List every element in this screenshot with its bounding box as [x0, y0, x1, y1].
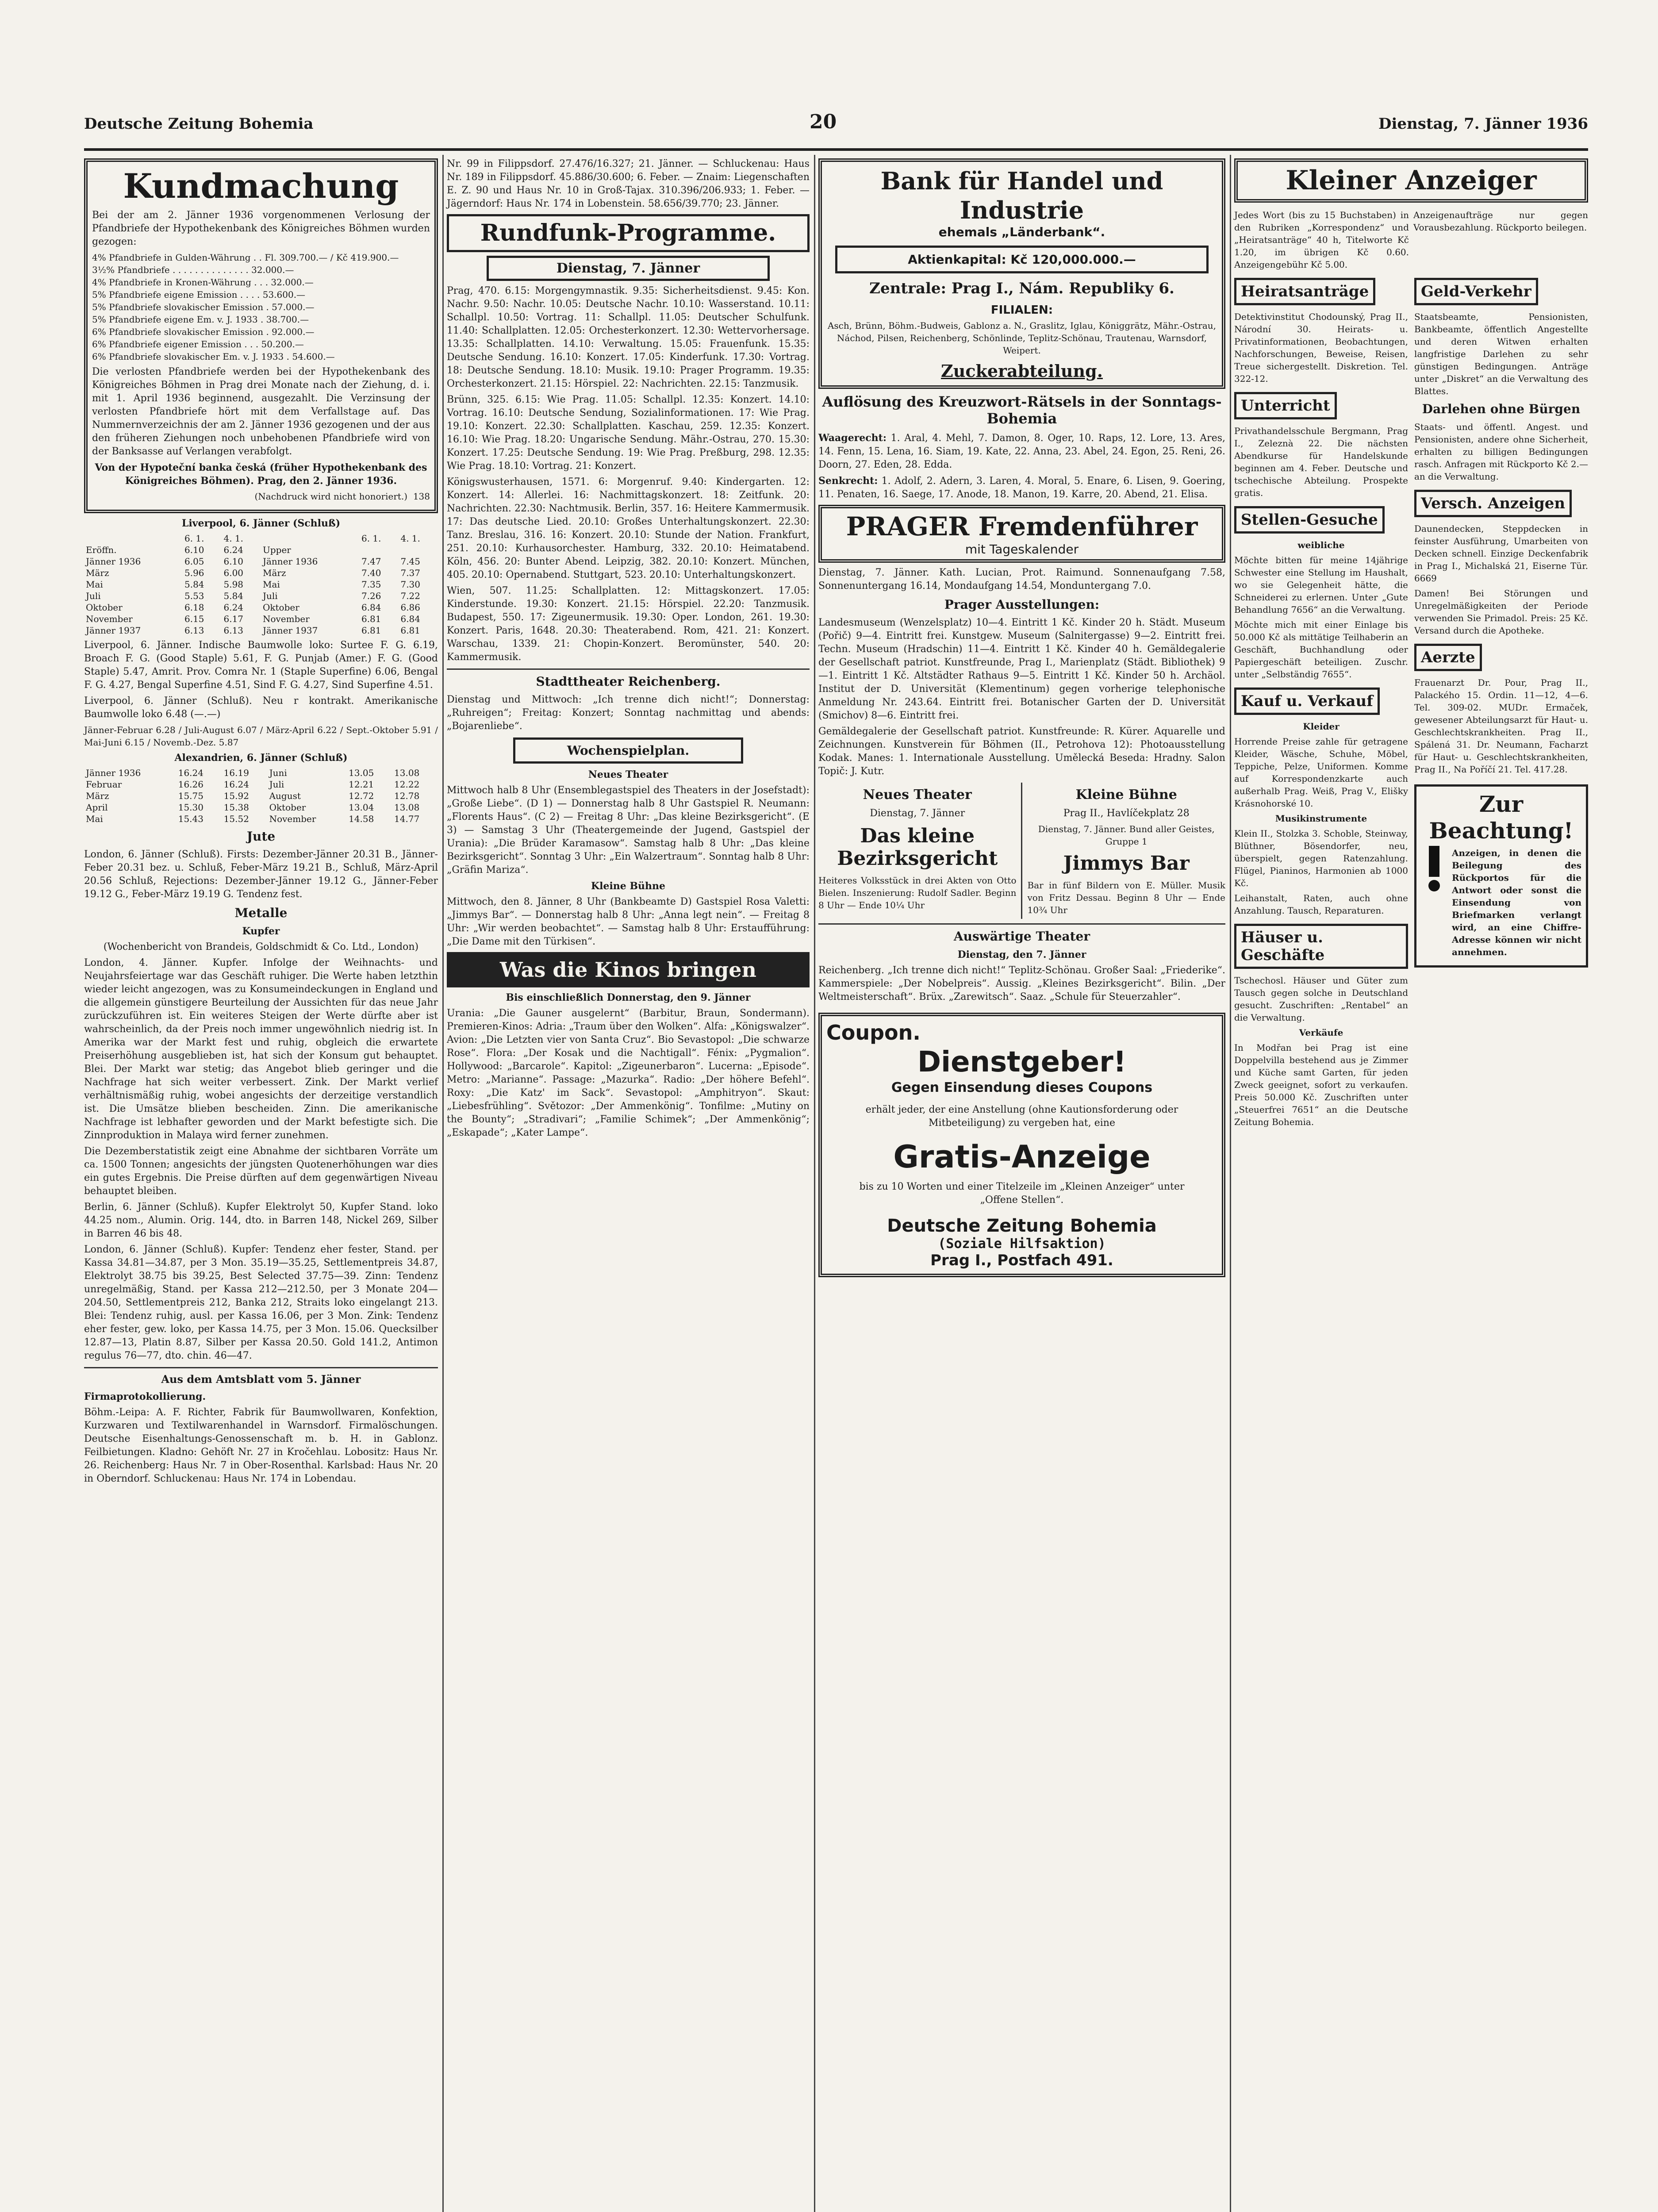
classifieds-right — [1414, 273, 1591, 1131]
exhibitions-heading: Prager Ausstellungen: — [944, 597, 1100, 612]
small-stage-info: Bar in fünf Bildern von E. Müller. Musik von Fritz Dessau. Beginn 8 Uhr — Ende 10¾ Uhr — [1027, 880, 1228, 915]
notice-text: Anzeigen, in denen die Beilegung des Rückportos für die Antwort oder sonst die Einsendung von Briefmarken verlangt wird, an eine Chiffre-Adresse können wir nicht annehmen. — [1452, 848, 1585, 957]
table-cell: Juli — [269, 779, 284, 790]
table-cell: 6.10 — [184, 545, 204, 555]
column-1 — [84, 155, 441, 2212]
classified-ad: Leihanstalt, Raten, auch ohne Anzahlung. Tausch, Reparaturen. — [1234, 893, 1411, 916]
radio-date: Dienstag, 7. Jänner — [487, 256, 770, 281]
puzzle-title: Auflösung des Kreuzwort-Rätsels in der Sonntags-Bohemia — [822, 393, 1222, 427]
table-cell: 6.81 — [361, 614, 381, 624]
table-row — [84, 590, 438, 602]
radio-listing: Prag, 470. 6.15: Morgengymnastik. 9.35: Sicherheitsdienst. 9.45: Kon. Nachr. 9.50: Nachr. 10.05: Deutsche Nachr. 10.10: Wasserstand. 10.11: Schallpl. 10.50: Vortrag. 11: Schallpl. 11.05: Deutscher Schulfunk. 11.40: Schallplatten. 12.05: Orchesterkonzert. 12.30: Wettervorhersage. 13.35: Schallplatten. 14.10: Verwaltung. 15.05: Frauenfunk. 15.35: Deutsche Sendung. 16.10: Konzert. 17.05: Kinderfunk. 17.30: Vortrag. 18: Deutsche Sendung. 18.10: Musik. 19.10: Prager Programm. 19.35: Orchesterkonzert. 21.15: Hörspiel. 22: Nachrichten. 22.15: Tanzmusik. — [447, 285, 813, 389]
coupon-label: Coupon. — [826, 1021, 921, 1045]
page-number: 20 — [810, 111, 837, 133]
cotton-report: Liverpool, 6. Jänner (Schluß). Neu r kontrakt. Amerikanische Baumwolle loko 6.48 (—.—) — [84, 695, 441, 720]
radio-program-box — [447, 214, 810, 252]
weekly-plan-body: Mittwoch halb 8 Uhr (Ensemblegastspiel des Theaters in der Josefstadt): „Große Liebe“. (D 1) — Donnerstag halb 8 Uhr Gastspiel R. Neumann: „Florents Haus“. (C 2) — Freitag 8 Uhr: „Das kleine Bezirksgericht“. (E 3) — Samstag 3 Uhr (Theatergemeinde der Jugend, Gastspiel der Urania): „Die Brüder Karamasow“. Samstag halb 8 Uhr: „Das kleine Bezirksgericht“. Sonntag 3 Uhr: „Ein Walzertraum“. Sonntag halb 8 Uhr: „Gräfin Mariza“. — [447, 785, 813, 876]
new-theatre-listing — [818, 783, 1022, 919]
table-cell: Eröffn. — [86, 545, 117, 555]
classifieds-left — [1234, 273, 1411, 1131]
category-subheading: Kleider — [1303, 721, 1339, 732]
table-cell: 6. 1. — [361, 533, 381, 544]
table-cell: 6.81 — [361, 625, 381, 636]
table-cell: 12.72 — [349, 791, 374, 801]
table-cell: 7.37 — [400, 568, 420, 578]
bond-line: 4% Pfandbriefe in Kronen-Währung . . . 32.000.— — [92, 277, 314, 288]
classified-ad: Detektivinstitut Chodounský, Prag II., Národní 30. Heirats- u. Privatinformationen, Beobachtungen, Nachforschungen, Beweise, Reisen, Treue sichergestellt. Diskretion. Tel. 322-12. — [1234, 311, 1411, 384]
table-cell: 6.84 — [361, 602, 381, 613]
table-cell: 13.05 — [349, 768, 374, 778]
table-cell: Jänner 1936 — [262, 556, 318, 567]
table-cell: November — [262, 614, 310, 624]
radio-listing: Königswusterhausen, 1571. 6: Morgenruf. 9.40: Kindergarten. 12: Konzert. 14: Allerlei. 16: Nachmittagskonzert. 18: Zeitfunk. 20: Nachrichten. 22.30: Nachtmusik. Berlin, 357. 16: Heitere Kammermusik. 17: Das deutsche Lied. 20.10: Großes Unterhaltungskonzert. 22.30: Tanz. Breslau, 316. 16: Konzert. 20.10: Stunde der Nation. Frankfurt, 251. 20.10: Kurhausorchester. Hamburg, 332. 20.10: Heimatabend. Köln, 456. 20: Bunter Abend. Leipzig, 382. 20.10: Konzert. München, 405. 20.10: Opernabend. Stuttgart, 523. 20.10: Unterhaltungskonzert. — [447, 476, 813, 580]
column-divider — [814, 155, 815, 2212]
new-theatre-show: Das kleine Bezirksgericht — [837, 825, 998, 870]
bank-advertisement — [818, 158, 1225, 389]
small-stage-day: Dienstag, 7. Jänner. Bund aller Geistes, Gruppe 1 — [1038, 824, 1218, 847]
bank-branches-heading: FILIALEN: — [990, 303, 1053, 317]
table-cell: 16.24 — [223, 779, 249, 790]
category-buy-sell: Kauf u. Verkauf — [1234, 687, 1380, 715]
bank-former-name: ehemals „Länderbank“. — [938, 225, 1105, 239]
prague-guide-box — [818, 505, 1225, 563]
coupon-text: erhält jeder, der eine Anstellung (ohne Kautionsforderung oder Mitbeteiligung) zu vergeben hat, eine — [865, 1104, 1182, 1129]
paper-name: Deutsche Zeitung Bohemia — [84, 115, 314, 133]
table-row — [84, 602, 438, 613]
table-row — [84, 767, 438, 779]
table-cell: Upper — [262, 545, 291, 555]
column-divider — [442, 155, 444, 2212]
table-cell: Juli — [86, 591, 101, 601]
column-divider — [1230, 155, 1231, 2212]
table-row — [84, 544, 438, 556]
berlin-report: Berlin, 6. Jänner (Schluß). Kupfer Elektrolyt 50, Kupfer Stand. loko 44.25 nom., Alumin. Orig. 144, dto. in Barren 148, Nickel 269, Silber in Barren 46 bis 48. — [84, 1202, 441, 1239]
table-cell: 15.38 — [223, 802, 249, 813]
table-cell: 5.96 — [184, 568, 204, 578]
table-cell: 5.84 — [184, 579, 204, 590]
outside-theatre-day: Dienstag, den 7. Jänner — [957, 949, 1086, 960]
classified-ad: Horrende Preise zahle für getragene Kleider, Wäsche, Schuhe, Möbel, Teppiche, Pelze, Uniformen. Komme auf Korrespondenzkarte auch außerhalb Prag. Weiß, Prag V., Elišky Krásnohorské 10. — [1234, 736, 1411, 809]
metals-heading: Metalle — [234, 906, 288, 920]
reichenberg-program: Dienstag und Mittwoch: „Ich trenne dich nicht!“; Donnerstag: „Ruhreigen“; Freitag: Konzert; Sonntag nachmittag und abends: „Bojarenliebe“. — [447, 694, 813, 732]
table-cell — [360, 544, 399, 556]
notice-title: Zur Beachtung! — [1429, 791, 1574, 844]
bank-sugar-dept: Zuckerabteilung. — [941, 361, 1103, 381]
category-education: Unterricht — [1234, 392, 1337, 419]
kundmachung-title: Kundmachung — [123, 166, 399, 206]
table-cell: Jänner 1936 — [86, 556, 141, 567]
table-cell: 16.26 — [178, 779, 203, 790]
coupon-headline: Dienstgeber! — [917, 1046, 1126, 1079]
table-cell: 15.92 — [223, 791, 249, 801]
table-cell: 15.75 — [178, 791, 203, 801]
table-cell: 6.15 — [184, 614, 204, 624]
table-row — [84, 613, 438, 625]
kundmachung-signature: Von der Hypoteční banka česká (früher Hypothekenbank des Königreiches Böhmen). Prag, den 2. Jänner 1936. — [95, 462, 431, 487]
table-cell: 6.86 — [400, 602, 420, 613]
table-cell — [84, 533, 183, 544]
puzzle-across-label: Waagerecht: — [818, 432, 887, 444]
table-cell: 4. 1. — [223, 533, 244, 544]
bank-headquarters: Zentrale: Prag I., Nám. Republiky 6. — [869, 280, 1174, 297]
bond-line: 5% Pfandbriefe slovakischer Emission . 57.000.— — [92, 302, 315, 312]
table-cell: August — [269, 791, 301, 801]
classified-ad: Möchte mich mit einer Einlage bis 50.000 Kč als mittätige Teilhaberin an Geschäft, Buchhandlung oder Papiergeschäft beteiligen. Zuschr. unter „Selbständig 7655“. — [1234, 619, 1411, 680]
table-cell: 16.24 — [178, 768, 203, 778]
outside-theatre-list: Reichenberg. „Ich trenne dich nicht!“ Teplitz-Schönau. Großer Saal: „Friederike“. Kammerspiele: „Der Nobelpreis“. Aussig. „Kleines Bezirksgericht“. Bilin. „Der Weltmeisterschaft“. Brüx. „Zarewitsch“. Saaz. „Schule für Steuerzahler“. — [818, 965, 1228, 1002]
classified-ad: Damen! Bei Störungen und Unregelmäßigkeiten der Periode verwenden Sie Primadol. Preis: 25 Kč. Versand durch die Apotheke. — [1414, 588, 1591, 636]
official-continued: Nr. 99 in Filippsdorf. 27.476/16.327; 21. Jänner. — Schluckenau: Haus Nr. 189 in Filippsdorf. 45.886/30.600; 6. Feber. — Znaim: Liegenschaften E. Z. 90 und Haus Nr. 10 in Groß-Tajax. 310.396/206.933; 1. Feber. — Jägerndorf: Haus Nr. 174 in Lobenstein. 58.656/39.770; 23. Jänner. — [447, 158, 813, 209]
radio-listing: Brünn, 325. 6.15: Wie Prag. 11.05: Schallpl. 12.35: Konzert. 14.10: Vortrag. 16.10: Deutsche Sendung, Sozialinformationen. 17: Wie Prag. 19.10: Konzert. 22.30: Schallplatten. Kaschau, 259. 12.35: Konzert. 16.10: Wie Prag. 18.20: Ungarische Sendung. Mähr.-Ostrau, 270. 15.30: Konzert. 17.25: Deutsche Sendung. 19: Wie Prag. Preßburg, 298. 12.35: Wie Prag. 18.10: Vortrag. 21: Konzert. — [447, 394, 813, 472]
table-cell: 6.18 — [184, 602, 204, 613]
weekly-plan-box — [513, 737, 743, 764]
liverpool-heading: Liverpool, 6. Jänner (Schluß) — [181, 518, 341, 529]
small-stage-address: Prag II., Havlíčekplatz 28 — [1063, 808, 1190, 819]
london-report: London, 6. Jänner (Schluß). Kupfer: Tendenz eher fester, Stand. per Kassa 34.81—34.87, per 3 Mon. 35.19—35.25, Settlementpreis 34.87, Elektrolyt 38.75 bis 39.25, Best Selected 37.75—39. Zinn: Tendenz unregelmäßig, Stand. per Kassa 212—212.50, per 3 Monate 204—204.50, Settlementpreis 212, Banka 212, Straits loko eingelangt 213. Blei: Tendenz ruhig, ausl. per Kassa 16.06, per 3 Mon. Zink: Tendenz eher fester, gew. loko, per Kassa 14.75, per 3 Mon. 15.06. Quecksilber 12.87—13, Platin 8.87, Silber per Kassa 20.50. Gold 141.2, Antimon regulus 76—77, dto. chin. 46—47. — [84, 1244, 441, 1361]
table-cell: Oktober — [86, 602, 123, 613]
table-cell: 6.84 — [400, 614, 420, 624]
table-cell: Oktober — [262, 602, 299, 613]
header-rule — [84, 148, 1588, 151]
table-cell: Jänner 1937 — [86, 625, 141, 636]
table-row — [84, 533, 438, 544]
bond-line: 6% Pfandbriefe eigener Emission . . . 50.200.— — [92, 339, 304, 349]
metals-report: London, 4. Jänner. Kupfer. Infolge der Weihnachts- und Neujahrsfeiertage war das Geschäft ruhiger. Die Werte haben letzthin wieder leicht angezogen, was zu Konsumeindeckungen in England und die allgemein günstigere Beurteilung der Aussichten für das neue Jahr zurückzuführen ist. Ein weiteres Steigen der Werte dürfte aber ist wahrscheinlich, da der Preis noch immer ungewöhnlich niedrig ist. In Amerika war der Markt fest und ruhig, obgleich die erwartete Preiserhöhung ausgeblieben ist, hat sich der Konsum gut behauptet. Blei. Der Markt war stetig; das Angebot blieb geringer und die Nachfrage hat sich weiter verbessert. Zink. Der Markt verlief verhältnismäßig ruhig, wobei angesichts der derzeitige verstandlich ist. Die Umsätze blieben bescheiden. Zinn. Die amerikanische Nachfrage ist lebhafter geworden und der Markt befestigte sich. Die Zinnproduktion in Malaya wird ferner zunehmen. — [84, 957, 441, 1141]
table-cell: 7.47 — [361, 556, 381, 567]
classified-ad: Staats- und öffentl. Angest. und Pensionisten, andere ohne Sicherheit, erhalten zu billigen Bedingungen rasch. Anfragen mit Rückporto Kč 2.— an die Verwaltung. — [1414, 422, 1591, 482]
loans-heading: Darlehen ohne Bürgen — [1422, 402, 1581, 416]
bond-line: 6% Pfandbriefe slovakischer Em. v. J. 1933 . 54.600.— — [92, 351, 335, 362]
outside-theatre-heading: Auswärtige Theater — [953, 929, 1090, 944]
table-cell: Jänner 1937 — [262, 625, 318, 636]
cotton-report: Liverpool, 6. Jänner. Indische Baumwolle loko: Surtee F. G. 6.19, Broach F. G. (Good Staple) 5.61, F. G. Punjab (Amer.) F. G. (Good Staple) 5.47, Amrit. Prov. Comra Nr. 1 (Staple Superfine) 6.06, Bengal F. G. 4.27, Bengal Superfine 4.51, Sind F. G. 4.27, Sind Superfine 4.51. — [84, 640, 441, 691]
official-heading: Aus dem Amtsblatt vom 5. Jänner — [161, 1373, 361, 1386]
classified-ad: Tschechosl. Häuser und Güter zum Tausch gegen solche in Deutschland gesucht. Zuschriften: „Rentabel“ an die Verwaltung. — [1234, 975, 1411, 1023]
notice-box — [1414, 784, 1588, 968]
table-cell: 6. 1. — [184, 533, 204, 544]
metals-source: (Wochenbericht von Brandeis, Goldschmidt & Co. Ltd., London) — [103, 941, 419, 952]
table-cell: April — [86, 802, 108, 813]
table-cell: 7.22 — [400, 591, 420, 601]
table-cell — [261, 533, 360, 544]
table-cell: 4. 1. — [400, 533, 420, 544]
radio-listing: Wien, 507. 11.25: Schallplatten. 12: Mittagskonzert. 17.05: Kinderstunde. 19.30: Konzert. 21.15: Hörspiel. 22.20: Tanzmusik. Budapest, 550. 17: Zigeunermusik. 19.30: Oper. London, 261. 19.30: Konzert. Paris, 1648. 20.30: Theaterabend. Rom, 421. 21: Konzert. Warschau, 1339. 21: Chopin-Konzert. Beromünster, 540. 20: Kammermusik. — [447, 585, 813, 663]
new-theatre-info: Heiteres Volksstück in drei Akten von Otto Bielen. Inszenierung: Rudolf Sadler. Beginn 8 Uhr — Ende 10¼ Uhr — [818, 875, 1019, 910]
bank-capital: Aktienkapital: Kč 120,000.000.— — [835, 246, 1209, 273]
category-misc: Versch. Anzeigen — [1414, 490, 1572, 517]
table-cell: Mai — [86, 579, 103, 590]
table-cell: 12.78 — [394, 791, 420, 801]
table-cell: 6.17 — [223, 614, 244, 624]
table-cell: März — [86, 791, 109, 801]
jute-heading: Jute — [246, 829, 276, 844]
cinema-subheading: Bis einschließlich Donnerstag, den 9. Jänner — [506, 992, 751, 1003]
table-cell: 5.98 — [223, 579, 244, 590]
table-row — [84, 556, 438, 567]
table-cell: 6.00 — [223, 568, 244, 578]
table-cell: März — [262, 568, 286, 578]
reichenberg-heading: Stadttheater Reichenberg. — [536, 674, 721, 689]
classified-ad: Daunendecken, Steppdecken in feinster Ausführung, Umarbeiten von Decken schnell. Einzige Deckenfabrik in Prag I., Michalská 21, Eiserne Tür. 6669 — [1414, 523, 1591, 584]
table-cell — [399, 544, 438, 556]
cinema-title-box — [447, 952, 810, 987]
bond-line: 4% Pfandbriefe in Gulden-Währung . . Fl. 309.700.— / Kč 419.900.— — [92, 252, 399, 263]
classifieds-title-box — [1234, 158, 1588, 203]
small-stage-listing — [1028, 783, 1226, 919]
coupon-subline: Gegen Einsendung dieses Coupons — [891, 1080, 1153, 1095]
table-cell: Mai — [262, 579, 280, 590]
puzzle-down-answers: 1. Adolf, 2. Adern, 3. Laren, 4. Moral, 5. Enare, 6. Lisen, 9. Goering, 11. Penaten, 16. Saege, 17. Anode, 18. Manon, 19. Karre, 20. Abend, 21. Elisa. — [818, 476, 1228, 500]
table-cell: 7.45 — [400, 556, 420, 567]
column-4 — [1234, 155, 1591, 2212]
table-cell: 7.40 — [361, 568, 381, 578]
table-row — [84, 802, 438, 813]
classified-ad: In Modřan bei Prag ist eine Doppelvilla bestehend aus je Zimmer und Küche samt Garten, für jeden Zweck geeignet, sofort zu verkaufen. Preis 50.000 Kč. Zuschriften unter „Steuerfrei 7651“ an die Deutsche Zeitung Bohemia. — [1234, 1042, 1411, 1127]
bond-line: 6% Pfandbriefe slovakischer Emission . 92.000.— — [92, 326, 315, 337]
table-cell: 6.05 — [184, 556, 204, 567]
new-theatre-heading: Neues Theater — [863, 787, 972, 803]
table-cell: 5.53 — [184, 591, 204, 601]
table-cell: 14.77 — [394, 814, 420, 824]
table-cell: Mai — [86, 814, 103, 824]
table-cell: 15.43 — [178, 814, 203, 824]
table-cell: 6.13 — [223, 625, 244, 636]
table-cell: Jänner 1936 — [86, 768, 141, 778]
table-cell: 15.30 — [178, 802, 203, 813]
coupon-offer: Gratis-Anzeige — [893, 1139, 1151, 1175]
official-subheading: Firmaprotokollierung. — [84, 1391, 206, 1402]
table-cell: Februar — [86, 779, 122, 790]
classifieds-grid — [1234, 273, 1591, 1131]
official-body: Böhm.-Leipa: A. F. Richter, Fabrik für Baumwollwaren, Konfektion, Kurzwaren und Textilwarenhandel in Warnsdorf. Firmalöschungen. Deutsche Eisenhaltungs-Genossenschaft m. b. H. in Gablonz. Feilbietungen. Kladno: Gehöft Nr. 27 in Kročehlau. Lobositz: Haus Nr. 26. Reichenberg: Haus Nr. 7 in Ober-Rosenthal. Karlsbad: Haus Nr. 20 in Oberndorf. Schluckenau: Haus Nr. 174 in Lobendau. — [84, 1407, 441, 1484]
kundmachung-intro: Bei der am 2. Jänner 1936 vorgenommenen Verlosung der Pfandbriefe der Hypothekenbank des Königreiches Böhmen wurden gezogen: — [92, 210, 433, 247]
column-2 — [447, 155, 813, 2212]
kundmachung-note: (Nachdruck wird nicht honoriert.) 138 — [254, 491, 430, 502]
new-theatre-day: Dienstag, 7. Jänner — [870, 808, 965, 819]
kundmachung-notice — [84, 158, 438, 513]
classifieds-rate-text: Anzeigenaufträge nur gegen Vorausbezahlung. Rückporto beilegen. — [1413, 210, 1591, 233]
category-subheading: weibliche — [1297, 540, 1345, 550]
page-header — [84, 111, 1588, 137]
coupon-text: bis zu 10 Worten und einer Titelzeile im „Kleinen Anzeiger“ unter „Offene Stellen“. — [859, 1181, 1188, 1206]
kundmachung-body: Die verlosten Pfandbriefe werden bei der Hypothekenbank des Königreiches Böhmen in Prag drei Monate nach der Ziehung, d. i. mit 1. April 1936 beginnend, ausgezahlt. Die Verzinsung der verlosten Pfandbriefe hört mit dem Verfallstage auf. Das Nummernverzeichnis der am 2. Jänner 1936 gezogenen und der aus den früheren Ziehungen noch unbehobenen Pfandbriefe wird von der Banksasse auf Verlangen verabfolgt. — [92, 366, 433, 457]
small-stage-subheading: Kleine Bühne — [591, 880, 666, 892]
exhibitions-list: Landesmuseum (Wenzelsplatz) 10—4. Eintritt 1 Kč. Kinder 20 h. Städt. Museum (Pořič) 9—4. Eintritt frei. Kunstgew. Museum (Salnitergasse) 9—2. Eintritt frei. Techn. Museum (Hradschin) 11—4. Eintritt 1 Kč. Kinder 40 h. Gemäldegalerie der Gesellschaft patriot. Kunstfreunde, Prag I., Marienplatz (Städt. Bibliothek) 9—1. Eintritt 1 Kč. Altstädter Rathaus 9—5. Eintritt 1 Kč. Kinder 50 h. Archäol. Institut der D. Universität (Klementinum) gegen vorherige telephonische Anmeldung Nr. 243.64. Eintritt frei. Botanischer Garten der D. Universität (Smichov) 8—6. Eintritt frei. — [818, 617, 1228, 721]
category-subheading: Verkäufe — [1299, 1027, 1343, 1038]
table-row — [84, 567, 438, 579]
cotton-report: Jänner-Februar 6.28 / Juli-August 6.07 / März-April 6.22 / Sept.-Oktober 5.91 / Mai-Juni 6.15 / Novemb.-Dez. 5.87 — [84, 725, 441, 748]
bond-line: 3½% Pfandbriefe . . . . . . . . . . . . . . 32.000.— — [92, 265, 294, 275]
category-money: Geld-Verkehr — [1414, 278, 1538, 305]
classified-ad: Klein II., Stolzka 3. Schoble, Steinway, Blüthner, Bösendorfer, neu, überspielt, gegen Ratenzahlung. Flügel, Pianinos, Harmonien ab 1000 Kč. — [1234, 828, 1411, 888]
table-cell: 6.24 — [223, 602, 244, 613]
divider — [447, 668, 810, 670]
table-row — [84, 625, 438, 636]
theatre-listings — [818, 783, 1228, 919]
coupon-box[interactable] — [818, 1013, 1225, 1277]
jute-report: London, 6. Jänner (Schluß). Firsts: Dezember-Jänner 20.31 B., Jänner-Feber 20.31 bez. u. Schluß, Feber-März 19.21 B., Schluß, März-April 20.56 Schluß, Rejections: Dezember-Jänner 19.12 G., Jänner-Feber 19.12 G., Feber-März 19.19 G. Tendenz fest. — [84, 849, 441, 900]
classifieds-rate-text: Jedes Wort (bis zu 15 Buchstaben) in den Rubriken „Korrespondenz“ und „Heiratsanträge“ 40 h, Titelworte Kč 1.20, im übrigen Kč 0.60. Anzeigengebühr Kč 5.00. — [1234, 210, 1412, 270]
prague-guide-subtitle: mit Tageskalender — [965, 542, 1079, 557]
puzzle-down — [818, 474, 1228, 501]
table-cell: 12.22 — [394, 779, 420, 790]
table-cell: 16.19 — [223, 768, 249, 778]
classified-ad: Staatsbeamte, Pensionisten, Bankbeamte, öffentlich Angestellte und deren Witwen erhalten langfristige Darlehen zu sehr günstigen Bedingungen. Anträge unter „Diskret“ an die Verwaltung des Blattes. — [1414, 311, 1591, 396]
divider — [818, 923, 1225, 925]
classifieds-title: Kleiner Anzeiger — [1286, 165, 1537, 196]
theatre-subheading: Neues Theater — [588, 769, 668, 780]
coupon-paper: Deutsche Zeitung Bohemia — [887, 1216, 1157, 1236]
table-cell: 15.52 — [223, 814, 249, 824]
table-cell: 6.81 — [400, 625, 420, 636]
small-stage-show: Jimmys Bar — [1063, 852, 1190, 875]
liverpool-table — [84, 533, 438, 636]
calendar-day: Dienstag, 7. Jänner. Kath. Lucian, Prot. Raimund. Sonnenaufgang 7.58, Sonnenuntergang 16.14, Mondaufgang 14.54, Monduntergang 7.0. — [818, 567, 1228, 591]
table-cell: 7.26 — [361, 591, 381, 601]
small-stage-body: Mittwoch, den 8. Jänner, 8 Uhr (Bankbeamte D) Gastspiel Rosa Valetti: „Jimmys Bar“. — Donnerstag halb 8 Uhr: „Anna legt nein“. — Freitag 8 Uhr: „Wir werden beobachtet“. — Samstag halb 8 Uhr: Erstaufführung: „Die Dame mit den Türkisen“. — [447, 896, 813, 947]
table-cell: November — [269, 814, 316, 824]
cinema-title: Was die Kinos bringen — [500, 958, 756, 982]
bond-list — [92, 251, 430, 363]
table-cell: 14.58 — [349, 814, 374, 824]
category-jobs-wanted: Stellen-Gesuche — [1234, 506, 1385, 534]
divider — [84, 1367, 438, 1368]
category-doctors: Aerzte — [1414, 644, 1482, 671]
weekly-plan-heading: Wochenspielplan. — [567, 743, 690, 758]
category-marriage: Heiratsanträge — [1234, 278, 1375, 305]
table-cell: 6.10 — [223, 556, 244, 567]
puzzle-across — [818, 431, 1228, 472]
exhibitions-list: Gemäldegalerie der Gesellschaft patriot. Kunstfreunde: R. Kürer. Aquarelle und Zeichnungen. Kunstverein für Böhmen (II., Petrohova 12): Photoausstellung Kodak. Manes: 1. Internationale Ausstellung. Umělecká Beseda: Hradny. Salon Topič: J. Kutr. — [818, 726, 1228, 777]
table-row — [84, 790, 438, 802]
table-cell: Juni — [269, 768, 287, 778]
alexandria-heading: Alexandrien, 6. Jänner (Schluß) — [174, 752, 348, 764]
radio-title: Rundfunk-Programme. — [480, 219, 776, 246]
bond-line: 5% Pfandbriefe eigene Emission . . . . 53.600.— — [92, 289, 306, 300]
table-cell: 12.21 — [349, 779, 374, 790]
table-cell: 13.04 — [349, 802, 374, 813]
bank-branches: Asch, Brünn, Böhm.-Budweis, Gablonz a. N., Graslitz, Iglau, Königgrätz, Mähr.-Ostrau, Náchod, Pilsen, Reichenberg, Schönlinde, Teplitz-Schönau, Trautenau, Warnsdorf, Weipert. — [827, 320, 1219, 356]
table-row — [84, 813, 438, 825]
prague-guide-title: PRAGER Fremdenführer — [846, 511, 1198, 541]
table-cell: 7.30 — [400, 579, 420, 590]
puzzle-across-answers: 1. Aral, 4. Mehl, 7. Damon, 8. Oger, 10. Raps, 12. Lore, 13. Ares, 14. Fenn, 15. Lena, 16. Siam, 19. Kate, 22. Anna, 23. Abel, 24. Egon, 25. Reni, 26. Doorn, 27. Eden, 28. Edda. — [818, 433, 1228, 470]
table-cell: März — [86, 568, 109, 578]
small-stage-heading: Kleine Bühne — [1075, 787, 1177, 803]
coupon-social: (Soziale Hilfsaktion) — [938, 1236, 1106, 1252]
column-3 — [818, 155, 1228, 2212]
table-cell: 6.24 — [223, 545, 244, 555]
table-cell: 6.13 — [184, 625, 204, 636]
category-subheading: Musikinstrumente — [1275, 813, 1367, 824]
alexandria-table — [84, 767, 438, 825]
puzzle-down-label: Senkrecht: — [818, 475, 878, 487]
bank-name: Bank für Handel und Industrie — [880, 167, 1163, 224]
cinema-listing: Urania: „Die Gauner ausgelernt“ (Barbitur, Braun, Sondermann). Premieren-Kinos: Adria: „Traum über den Wolken“. Alfa: „Königswalzer“. Avion: „Die Letzten vier von Santa Cruz“. Bio Sevastopol: „Die schwarze Rose“. Flora: „Der Kosak und die Nachtigall“. Fénix: „Pygmalion“. Hollywood: „Barcarole“. Kapitol: „Zigeunerbaron“. Lucerna: „Episode“. Metro: „Marianne“. Passage: „Mazurka“. Radio: „Der höhere Befehl“. Roxy: „Die Katz' im Sack“. Sevastopol: „Amphitryon“. Skaut: „Liebesfrühling“. Světozor: „Der Ammenkönig“. Tonfilme: „Mutiny on the Bounty“; „Stradivari“; „Familie Schimek“; „Der Ammenkönig“; „Eskapade“; „Kater Lampe“. — [447, 1008, 813, 1138]
coupon-address: Prag I., Postfach 491. — [930, 1252, 1113, 1269]
table-cell: 7.35 — [361, 579, 381, 590]
category-houses: Häuser u. Geschäfte — [1234, 924, 1408, 969]
issue-date: Dienstag, 7. Jänner 1936 — [1378, 115, 1588, 133]
classifieds-rates — [1234, 206, 1591, 273]
exclamation-icon — [1421, 844, 1447, 893]
table-row — [84, 579, 438, 590]
table-cell: Juli — [262, 591, 278, 601]
table-cell: 13.08 — [394, 768, 420, 778]
classified-ad: Möchte bitten für meine 14jährige Schwester eine Stellung im Haushalt, wo sie Gelegenheit hätte, die Schneiderei zu erlernen. Unter „Gute Behandlung 7656“ an die Verwaltung. — [1234, 555, 1411, 615]
classified-ad: Privathandelsschule Bergmann, Prag I., Zeleznà 22. Die nächsten Abendkurse für Handelskunde beginnen am 4. Feber. Deutsche und tschechische Abteilung. Prospekte gratis. — [1234, 426, 1411, 498]
metals-report: Die Dezemberstatistik zeigt eine Abnahme der sichtbaren Vorräte um ca. 1500 Tonnen; angesichts der jüngsten Quotenerhöhungen war dies ein gutes Ergebnis. Die Preise dürften auf dem gegenwärtigen Niveau behauptet bleiben. — [84, 1146, 441, 1197]
metals-subheading: Kupfer — [242, 926, 280, 937]
notice-content — [1421, 844, 1585, 961]
table-row — [84, 779, 438, 790]
table-cell: 5.84 — [223, 591, 244, 601]
table-cell: Oktober — [269, 802, 306, 813]
classified-ad: Frauenarzt Dr. Pour, Prag II., Palackého 15. Ordin. 11—12, 4—6. Tel. 309-02. MUDr. Ermaček, gewesener Abteilungsarzt für Haut- u. Geschlechtskrankheiten. Prag II., Spálená 31. Dr. Neumann, Facharzt für Haut- u. Geschlechtskrankheiten, Prag II., Na Poříčí 21. Tel. 417.28. — [1414, 677, 1591, 775]
table-cell: November — [86, 614, 133, 624]
bond-line: 5% Pfandbriefe eigene Em. v. J. 1933 . 38.700.— — [92, 314, 309, 325]
table-cell: 13.08 — [394, 802, 420, 813]
